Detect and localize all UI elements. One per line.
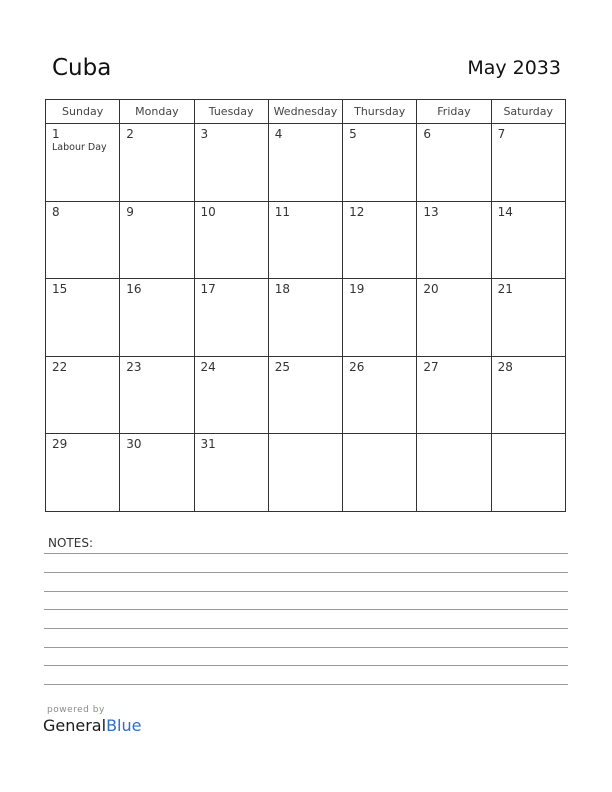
day-cell: [343, 279, 417, 357]
weekday-header: Tuesday: [195, 100, 269, 124]
day-cell: [195, 124, 269, 202]
brand-blue: Blue: [106, 716, 142, 735]
weekday-header: Monday: [120, 100, 194, 124]
notes-line: [44, 591, 568, 592]
notes-line: [44, 553, 568, 554]
day-number: 18: [274, 282, 291, 297]
day-number: 7: [497, 127, 506, 141]
day-number: 27: [423, 359, 439, 374]
day-number: 14: [497, 204, 513, 219]
day-number: 4: [274, 127, 283, 141]
day-cell: [492, 357, 566, 435]
day-cell: [120, 202, 194, 280]
weekday-header-row: [46, 100, 566, 124]
brand-general: General: [43, 716, 107, 735]
day-cell: [417, 279, 491, 357]
day-number: 25: [274, 359, 291, 374]
day-cell: [46, 202, 120, 280]
day-number: 8: [52, 204, 60, 219]
day-cell: [269, 279, 343, 357]
day-cell: [492, 202, 566, 280]
day-cell: [120, 434, 194, 512]
day-number: 30: [126, 437, 142, 452]
country-title: Cuba: [52, 55, 112, 81]
day-cell: [269, 434, 343, 512]
weekday-header: Friday: [417, 100, 491, 124]
day-number: 31: [200, 437, 216, 452]
notes-line: [44, 609, 568, 610]
day-cell: [120, 124, 194, 202]
day-number: 13: [423, 204, 439, 219]
day-cell: [46, 434, 120, 512]
day-cell: [343, 202, 417, 280]
day-cell: [492, 434, 566, 512]
calendar-week: [46, 202, 566, 280]
day-cell: [492, 124, 566, 202]
day-cell: [343, 434, 417, 512]
holiday-label: Labour Day: [52, 142, 107, 153]
day-number: 9: [126, 204, 134, 219]
day-number: 11: [274, 204, 291, 219]
day-cell: [417, 357, 491, 435]
weekday-header: Saturday: [492, 100, 566, 124]
day-number: 29: [52, 437, 68, 452]
day-number: 19: [349, 282, 365, 297]
day-cell: [46, 124, 120, 202]
day-cell: [417, 124, 491, 202]
month-title: May 2033: [467, 57, 561, 79]
day-cell: [343, 124, 417, 202]
day-number: 16: [126, 282, 142, 297]
day-cell: [195, 202, 269, 280]
day-number: 15: [52, 282, 68, 297]
calendar-week: [46, 124, 566, 202]
calendar-grid: [45, 99, 566, 512]
day-cell: [269, 124, 343, 202]
day-number: 5: [349, 127, 357, 141]
day-number: 2: [126, 127, 134, 141]
day-number: 26: [349, 359, 365, 374]
day-number: 21: [497, 282, 513, 297]
weekday-header: Sunday: [46, 100, 120, 124]
day-cell: [46, 279, 120, 357]
day-cell: [343, 357, 417, 435]
notes-line: [44, 684, 568, 685]
notes-line: [44, 665, 568, 666]
day-cell: [417, 202, 491, 280]
weekday-header: Wednesday: [269, 100, 343, 124]
day-number: 10: [200, 204, 216, 219]
day-number: 23: [126, 359, 142, 374]
day-number: 3: [200, 127, 209, 141]
day-number: 20: [423, 282, 439, 297]
day-cell: [46, 357, 120, 435]
calendar-week: [46, 434, 566, 512]
day-number: 22: [52, 359, 68, 374]
notes-line: [44, 628, 568, 629]
day-number: 28: [497, 359, 513, 374]
day-number: 12: [349, 204, 365, 219]
notes-label: NOTES:: [48, 536, 93, 550]
calendar-week: [46, 357, 566, 435]
day-cell: [195, 279, 269, 357]
day-number: 1: [52, 127, 60, 141]
day-cell: [269, 357, 343, 435]
day-cell: [195, 434, 269, 512]
day-cell: [120, 357, 194, 435]
day-number: 17: [200, 282, 216, 297]
powered-by-text: powered by: [47, 705, 105, 715]
notes-line: [44, 647, 568, 648]
day-cell: [269, 202, 343, 280]
day-cell: [492, 279, 566, 357]
day-cell: [195, 357, 269, 435]
day-cell: [120, 279, 194, 357]
day-number: 6: [423, 127, 431, 141]
weekday-header: Thursday: [343, 100, 417, 124]
generalblue-logo: [43, 716, 141, 735]
calendar-week: [46, 279, 566, 357]
day-cell: [417, 434, 491, 512]
notes-line: [44, 572, 568, 573]
day-number: 24: [200, 359, 216, 374]
